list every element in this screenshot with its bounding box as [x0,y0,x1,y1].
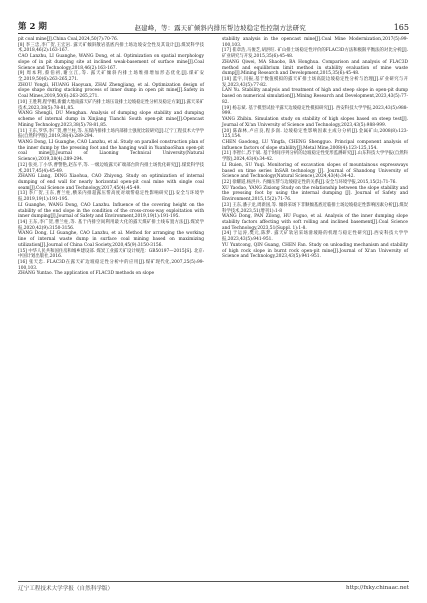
running-title: 赵建峰，等：露天矿倾斜内排压帮边坡稳定性控制方法研究 [134,24,306,32]
reference-entry: [8] 李三忠,李广贺,王宏岩. 露天矿倾斜散岩基底内排土场边坡安全性及其设计[J].煤炭科学技术,2018,46(2):163-167. [18,42,204,54]
reference-entry: [10] 王胜利,程学帽,新疆大地南露天矿内排土场压设排土边坡稳定性分析及稳定方案[J].露天采矿技术,2023,38(5):78-81,85. [18,99,204,111]
reference-entry: WANG Dong, LI Guanghe, CAO Lanzhu, et al. Method for arranging the working line of internal waste dump in surface coal mining based on maximizing utilization[J].Journal of China Coal Society,2020,45(9):3150-3156. [18,231,204,248]
reference-entry: [13] 李广贺,王东,曹兰柱,横采内排超露压帮高度对端帮稳定性影响研究[J].安全与环境学报,2019,19(1):191-195. [18,191,204,203]
reference-entry: [19] 杨志斌. 基于模型试验平露天边坡稳定性模拟研究[J]. 西安科技大学学报,2023,43(5):988-999. [222,105,408,117]
reference-entry: CHEN Gaodong, LU Yingfa, CHENG Shengguo. Principal component analysis of influence factors of slope stability[J].Metal Mine,2008(4):123-125,154. [222,139,408,151]
reference-entry: [14] 王东,李广贺,曹兰柱,等. 基于内排空间利用最大化的露天煤矿排土线布置方法[J].煤炭学报,2020,42(9):3150-3156. [18,220,204,231]
references-right-column [222,37,408,260]
reference-entry: [23] 王东,潘子龙,周新国,等. 倾斜采场下非顺倾基底近临排土场边坡稳定性影响因素分析[J].煤炭科学技术,2023,51(增刊1):1-8 [222,202,408,214]
reference-entry: [24] 于运涛,樊元,陈梦. 露天矿软岩采场滑坡路的机理与稳定性研究[J].西安科技大学学报,2023,43(5):941-951. [222,231,408,243]
reference-entry: CAO Lanzhu, LI Guanghe, WANG Dong, et al. Optimization on spatial morphology slope of in pit dumping site at inclined weak-basement of surface mine[J].Coal Science and Technology,2018,46(2):163-167. [18,54,204,71]
header-rule [18,33,409,34]
reference-entry: [22] 徐耀道,杨洪兵. 内倾压帮与边坡稳定性的关系[J].安全与环境学报,2015,15(2):71-76. [222,179,397,185]
issue-number: 第 2 期 [18,22,47,32]
footer-rule [18,581,409,582]
journal-url: http://fxky.chinaac.net [345,585,409,591]
running-header [18,16,409,32]
reference-entry: [16] 张天忠. FLAC3D在露天矿边坡稳定性分析中的应用[J].煤矿现代化,2007,25(5):99-100,103. [18,260,204,271]
reference-entry: XU Yaodao, YANG Zixiong Study on the relationship between the slope stability and the pressing foot by using the internal dumping [J]. Journal of Safety and Environment,2015,15(2):71-76. [222,185,408,203]
reference-entry: LI Guanghe, WANG Dong, CAO Lanzhu. Influence of the covering height on the stability of the end slope in the condition of the cross-cross-way exploitation with inner dumping[J].Journal of Safety and Environment,2019,19(1):191-195. [18,202,204,220]
reference-entry: WANG Shengli, DU Menghan. Analysis of dumping slope stability and dumping scheme of internal dump in Xinjiang Tianchi South open-pit mine[J].Opencast Mining Technology,2023,38(5):78-81,85. [18,111,204,128]
reference-entry: ZHANG Yuntao. The application of FLAC3D methods on slope [18,271,155,277]
page-footer [18,583,409,593]
reference-entry: LI Ruien, SU Yuqi. Monitoring of excavation slopes of mountainous expressways based on time series InSAR technology [J]. Journal of Shandong University of Science and Technology(Natural Science),2024,43(4):34-42. [222,162,408,180]
reference-entry: [17] 崔章浩,马俊芝,胡洪旺. 矿山排土场稳定性评价的FLAC3D方法和极限平衡法的对比分析[J].矿业研究与开发,2015,35(6):45-48. [222,48,408,60]
reference-entry: [9] 周本利,蔡伯初,谢立江,等. 露天矿倾斜内排土场堆排增加形态优化[J].煤矿安全,2019,50(6):263-265,271. [18,71,204,83]
reference-entry: WANG Dong, PAN Zilong, HU Fuguo, et al. Analysis of the inner dumping slope stability factors affecting with soft rolling and inclined basement[J].Coal Science and Technology,2023,51(Suppl. 1):1-8. [222,214,408,231]
reference-entry: [18] 蓝宇,闫振,基于数值模拟的露天矿排土场高陡边坡稳定性分析与治理[J].矿业研究与开发,2023,43(5):77-82. [222,77,408,88]
journal-name: 辽宁工程技术大学学报（自然科学版） [18,586,114,592]
reference-entry: YU Yuntcong, QIN Guang, CHEN Fan. Study on unloading mechanism and stability of high rock slope in burnt rock open-pit mine[J].Journal of Xi'an University of Science and Technology,2023,43(5):941-951. [222,242,408,260]
reference-entry: [15] 中华人民共和国住房和城乡建设部. 煤炭工业露天矿设计规范：GB50197—2015[S]. 北京:中国计划出版社,2016. [18,248,204,260]
reference-entry: ZHANG Liang, DING Xiaohua, CAO Zhiyong. Study on optimization of internal dumping of end wall for nearly horizontal open-pit coal mine with single coal seam[J].Coal Science and Technology,2017,45(4):45-49. [18,174,204,191]
references-left-column [18,37,204,277]
reference-entry: WANG Dong, LI Guanghe, CAO Lanzhu, et al. Study on parallel construction plan of the inner dump by the pressing foot and the hanging wall in YuanbaoShan open-pit coal mine[J].Journal of Liaoning Technical University(Natural Science),2019,38(4):289-294. [18,139,204,163]
reference-entry: YANG Zhibin. Simulation study on stability of high slopes based on steep test[J]. Journal of Xi'an University of Science and Technology,2023,43(5):988-999. [222,117,408,128]
reference-entry: [21] 李智仁,苏于斌. 基于时间序列分析的边坡稳定性变形监测研究[J].山东科技大学学报(自然科学版),2024,43(4):34-42. [222,151,408,163]
reference-entry: [12] 张亮,丁小华,曹警艳,赵东平,等. 一级边坡露天矿端部台阶内排土场优化研究[J].煤炭科学技术,2017,45(4):45-49. [18,162,204,174]
reference-entry: ZHANG Qiwei, MA Shaobo, BA Honghua. Comparison and analysis of FLAC3D method and equilibrium limit method in stability evaluation of mine waste dump[J].Mining Research and Development,2015,35(6):45-48. [222,59,408,77]
reference-entry: stability analysis in the opencast mine[J].Coal Mine Modernization,2017(5):99-100,103. [222,37,408,48]
page-number: 165 [393,23,409,32]
reference-entry: ZHOU Yongli, HUANG Haoyuan, ZHAI Zhengjiang, et al. Optimization design of slope shape during stacking process of inner dump in open pit mine[J].Safety in Coal Mines,2019,50(6):263-265,271. [18,82,204,100]
reference-entry: [11] 王东,罗华,李广贺,曹兰柱,等. 压煤内排排土场内部排土强度比较研究[J].辽宁工程技术大学学报(自然科学版),2019,38(4):289-294. [18,128,204,140]
reference-entry: LAN Yu. Stability analysis and treatment of high and steep slope in open-pit dump based on numerical simulation[J].Mining Research and Development,2023,43(5):77-82. [222,88,408,105]
reference-entry: [20] 陈森林,卢应良,程多润. 边坡稳定性影响因素主成分分析[J].金属矿山,2008(8):123-125,154. [222,128,408,140]
reference-entry: pit coal mine[J].China Coal,2024,50(7):70-76. [18,37,119,42]
